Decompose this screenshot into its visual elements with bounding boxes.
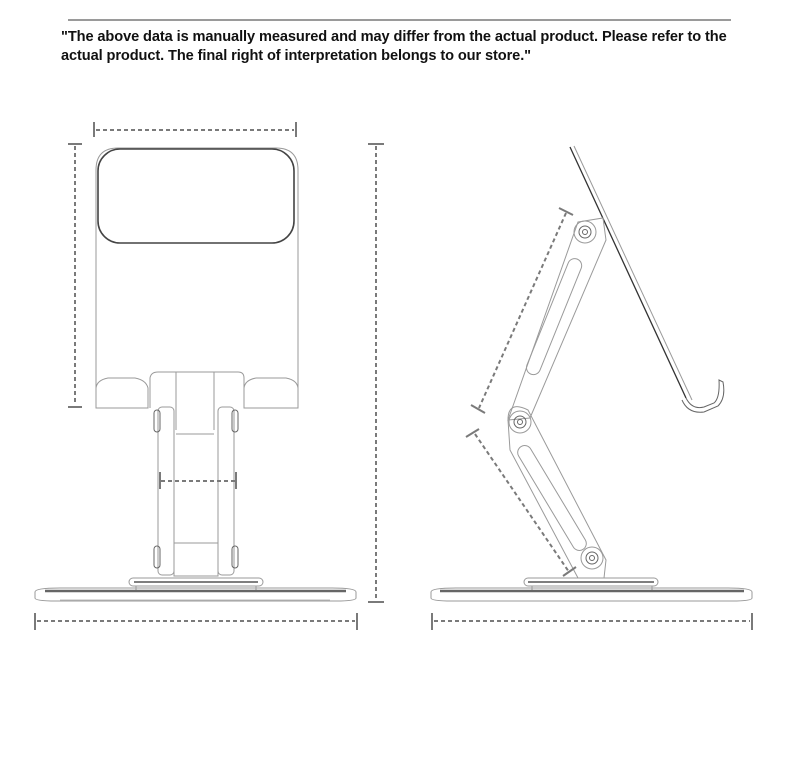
lower-arm xyxy=(508,407,606,578)
tablet-plate xyxy=(570,146,724,412)
hinge-block xyxy=(150,372,244,408)
upper-arm-dimension xyxy=(471,208,573,413)
left-lip xyxy=(96,378,148,408)
disclaimer-line-2: actual product. The final right of interpretation belongs to our store." xyxy=(61,48,531,64)
holder-pad xyxy=(98,149,294,243)
front-width-dimension xyxy=(94,122,296,137)
right-lip xyxy=(244,378,298,408)
holder-plate-outline xyxy=(96,148,298,400)
side-view xyxy=(431,146,752,630)
arm-width-dimension xyxy=(160,472,236,489)
disclaimer-line-1: "The above data is manually measured and may differ from the actual product. Please refer to the xyxy=(61,29,727,45)
front-view xyxy=(35,122,384,630)
upper-joint xyxy=(574,221,596,243)
middle-joint xyxy=(509,411,531,433)
upper-arm xyxy=(508,218,606,420)
front-base-dimension xyxy=(35,613,357,630)
lower-joint xyxy=(581,547,603,569)
side-base-dimension xyxy=(432,613,752,630)
lower-arm-dimension xyxy=(466,429,576,576)
overall-height-dimension xyxy=(368,144,384,602)
front-height-dimension xyxy=(68,144,82,407)
